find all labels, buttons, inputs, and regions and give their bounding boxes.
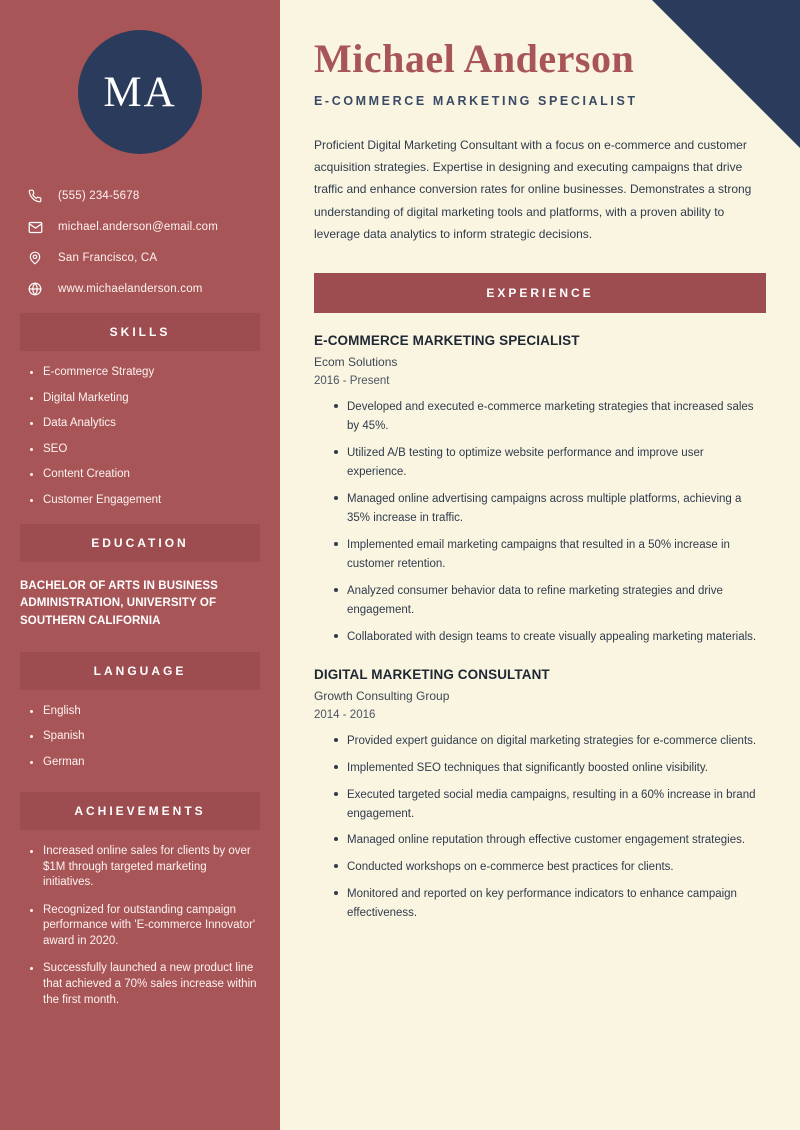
list-item: Developed and executed e-commerce marketing strategies that increased sales by 45%. <box>334 398 766 436</box>
globe-icon <box>28 281 48 297</box>
list-item: SEO <box>30 442 260 458</box>
list-item: Monitored and reported on key performance indicators to enhance campaign effectiveness. <box>334 885 766 923</box>
avatar: MA <box>78 30 202 154</box>
list-item: German <box>30 755 260 771</box>
job-dates: 2016 - Present <box>314 374 390 387</box>
list-item: Utilized A/B testing to optimize website performance and improve user experience. <box>334 444 766 482</box>
education-entry: BACHELOR OF ARTS IN BUSINESS ADMINISTRATION, UNIVERSITY OF SOUTHERN CALIFORNIA <box>20 580 218 627</box>
main-content <box>280 0 800 1130</box>
skills-list <box>0 365 280 508</box>
list-item: Analyzed consumer behavior data to refine marketing strategies and drive engagement. <box>334 582 766 620</box>
job-company: Growth Consulting Group <box>314 688 450 703</box>
contact-list <box>0 188 280 297</box>
contact-phone-text: (555) 234-5678 <box>58 190 140 202</box>
contact-phone <box>28 188 280 204</box>
achievements-list <box>0 844 280 1008</box>
location-pin-icon <box>28 250 48 266</box>
phone-icon <box>28 188 48 204</box>
language-list <box>0 704 280 771</box>
list-item: Content Creation <box>30 467 260 483</box>
job-role-subtitle: E-COMMERCE MARKETING SPECIALIST <box>314 94 638 108</box>
achievements-heading: ACHIEVEMENTS <box>20 792 260 830</box>
list-item: Spanish <box>30 729 260 745</box>
list-item: Successfully launched a new product line that achieved a 70% sales increase within the first month. <box>30 961 260 1008</box>
list-item: Recognized for outstanding campaign performance with 'E-commerce Innovator' award in 2020. <box>30 903 260 950</box>
list-item: Data Analytics <box>30 416 260 432</box>
list-item: Collaborated with design teams to create visually appealing marketing materials. <box>334 628 766 647</box>
profile-summary: Proficient Digital Marketing Consultant with a focus on e-commerce and customer acquisition strategies. Expertise in designing and executing campaigns that drive traffic and enhance conversion rates for online businesses. Demonstrates a strong understanding of digital marketing tools and platforms, with a proven ability to leverage data analytics to inform strategic decisions. <box>314 138 752 241</box>
list-item: English <box>30 704 260 720</box>
list-item: Executed targeted social media campaigns, resulting in a 60% increase in brand engagement. <box>334 786 766 824</box>
avatar-wrapper <box>0 0 280 154</box>
contact-website <box>28 281 280 297</box>
experience-heading: EXPERIENCE <box>314 273 766 313</box>
contact-location <box>28 250 280 266</box>
list-item: Increased online sales for clients by over $1M through targeted marketing initiatives. <box>30 844 260 891</box>
contact-location-text: San Francisco, CA <box>58 252 158 264</box>
list-item: Customer Engagement <box>30 493 260 509</box>
list-item: Provided expert guidance on digital marketing strategies for e-commerce clients. <box>334 732 766 751</box>
list-item: Managed online reputation through effective customer engagement strategies. <box>334 831 766 850</box>
job-title: DIGITAL MARKETING CONSULTANT <box>314 666 550 682</box>
sidebar <box>0 0 280 1130</box>
job-bullets <box>314 398 766 647</box>
list-item: Digital Marketing <box>30 391 260 407</box>
list-item: Conducted workshops on e-commerce best practices for clients. <box>334 858 766 877</box>
page-title: Michael Anderson <box>314 36 635 81</box>
experience-entry-1 <box>314 333 766 647</box>
skills-heading: SKILLS <box>20 313 260 351</box>
contact-email <box>28 219 280 235</box>
education-heading: EDUCATION <box>20 524 260 562</box>
list-item: Implemented email marketing campaigns that resulted in a 50% increase in customer retention. <box>334 536 766 574</box>
experience-entry-2 <box>314 667 766 924</box>
contact-website-text: www.michaelanderson.com <box>58 283 203 295</box>
list-item: Managed online advertising campaigns across multiple platforms, achieving a 35% increase in traffic. <box>334 490 766 528</box>
language-heading: LANGUAGE <box>20 652 260 690</box>
list-item: Implemented SEO techniques that significantly boosted online visibility. <box>334 759 766 778</box>
job-title: E-COMMERCE MARKETING SPECIALIST <box>314 332 580 348</box>
job-bullets <box>314 732 766 924</box>
email-icon <box>28 219 48 235</box>
job-dates: 2014 - 2016 <box>314 708 376 721</box>
contact-email-text: michael.anderson@email.com <box>58 221 219 233</box>
job-company: Ecom Solutions <box>314 354 398 369</box>
list-item: E-commerce Strategy <box>30 365 260 381</box>
